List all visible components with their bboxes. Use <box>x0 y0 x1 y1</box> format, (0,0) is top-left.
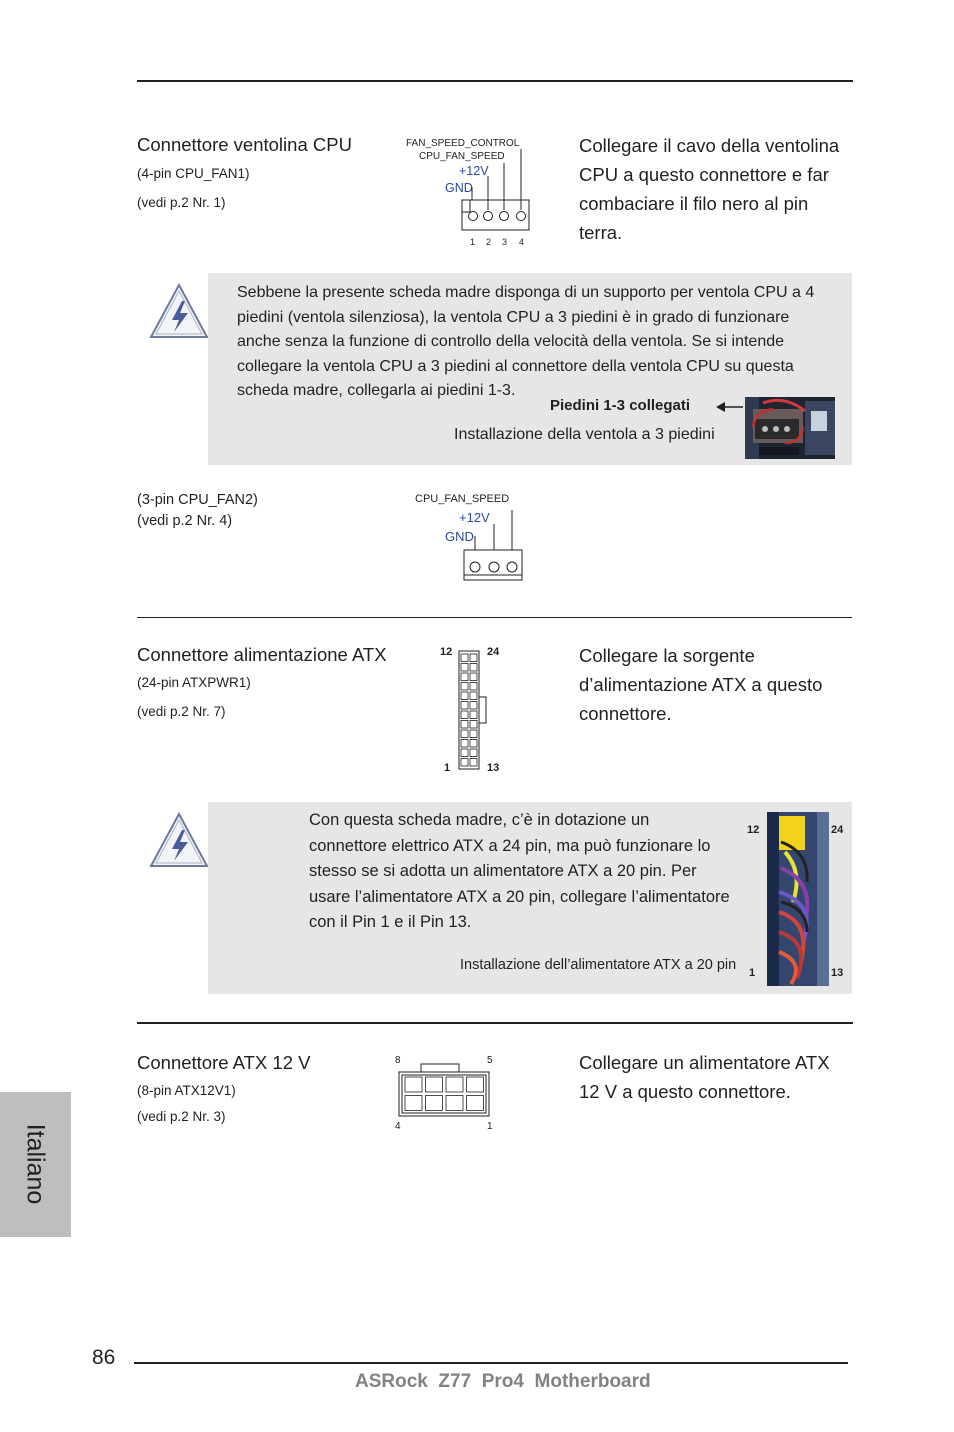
photo-label-12: 12 <box>747 824 760 836</box>
atx-pin-cell <box>461 654 468 662</box>
pin-1: 1 <box>470 237 476 247</box>
atx-pin-cell <box>461 692 468 700</box>
atx-pin-cell <box>461 673 468 681</box>
label-12v: +12V <box>459 510 490 525</box>
label-4: 4 <box>395 1121 401 1132</box>
cpu-fan2-ref: (vedi p.2 Nr. 4) <box>137 513 233 529</box>
photo-label-13: 13 <box>831 967 844 979</box>
atx-pin-cell <box>470 683 477 691</box>
atx12v-title: Connettore ATX 12 V <box>137 1052 311 1073</box>
photo-label-24: 24 <box>831 824 844 836</box>
atx-pin-cell <box>461 721 468 729</box>
atx-pin: (24-pin ATXPWR1) <box>137 675 251 690</box>
atx-pin-cell <box>461 749 468 757</box>
label-12v: +12V <box>459 164 489 178</box>
label-fan-speed-control: FAN_SPEED_CONTROL <box>406 138 520 149</box>
side-tab-label: Italiano <box>21 1123 50 1205</box>
cpu-fan-ref: (vedi p.2 Nr. 1) <box>137 195 226 210</box>
photo-label-1: 1 <box>749 967 756 979</box>
atx12v-description: Collegare un alimentatore ATX 12 V a questo connettore. <box>579 1052 830 1102</box>
footer-brand: ASRock Z77 Pro4 Motherboard <box>355 1371 651 1392</box>
atx-pin-cell <box>461 711 468 719</box>
atx-caption: Installazione dell’alimentatore ATX a 20 pin <box>460 957 737 973</box>
atx-pin-cell <box>470 759 477 767</box>
pins-connected-label: Piedini 1-3 collegati <box>550 397 691 414</box>
atx-pin-cell <box>470 673 477 681</box>
label-cpu-fan-speed: CPU_FAN_SPEED <box>419 151 505 162</box>
atx-pin-cell <box>461 759 468 767</box>
language-side-tab <box>0 1092 71 1237</box>
page-number: 86 <box>92 1346 116 1369</box>
atx-24pin-diagram <box>435 643 510 777</box>
pin-2: 2 <box>486 237 492 247</box>
label-gnd: GND <box>445 181 473 195</box>
arrow-left-icon <box>716 400 744 414</box>
note-atx-text: Con questa scheda madre, c’è in dotazione un connettore elettrico ATX a 24 pin, ma può funzionare lo stesso se si adotta un alimentatore ATX a 20 pin. Per usare l’alimentatore ATX a 20 pin, collegare l’alimentatore con il Pin 1 e il Pin 13. <box>309 811 730 931</box>
atx-pin-cell <box>470 749 477 757</box>
atx12v-pin-cell <box>405 1096 422 1111</box>
warning-icon <box>148 282 210 340</box>
atx-power-photo <box>745 812 850 988</box>
cpu-fan-description: Collegare il cavo della ventolina CPU a questo connettore e far combaciare il filo nero al pin terra. <box>579 135 840 243</box>
atx-pin-cell <box>470 654 477 662</box>
atx12v-pin: (8-pin ATX12V1) <box>137 1083 236 1098</box>
atx12v-pin-cell <box>446 1077 463 1092</box>
atx12v-pin-cell <box>405 1077 422 1092</box>
atx12v-pin-cells <box>405 1077 484 1111</box>
atx-pin-cell <box>470 740 477 748</box>
atx-pin-cell <box>470 692 477 700</box>
atx12v-pin-cell <box>467 1096 484 1111</box>
atx-pin-cell <box>461 740 468 748</box>
top-rule <box>137 80 853 82</box>
pin-4: 4 <box>519 237 525 247</box>
cpu-fan-3pin-diagram <box>410 488 530 594</box>
atx-pin-cell <box>461 683 468 691</box>
label-cpu-fan-speed: CPU_FAN_SPEED <box>415 493 510 505</box>
cpu-fan-caption: Installazione della ventola a 3 piedini <box>454 426 715 443</box>
cpu-fan-pin: (4-pin CPU_FAN1) <box>137 166 250 181</box>
atx-title: Connettore alimentazione ATX <box>137 644 387 665</box>
atx-pin-cell <box>470 711 477 719</box>
section-rule <box>137 617 852 618</box>
atx-description: Collegare la sorgente d’alimentazione ATX a questo connettore. <box>579 645 823 724</box>
label-24: 24 <box>487 646 500 658</box>
atx-pin-cell <box>470 721 477 729</box>
pin-3: 3 <box>502 237 508 247</box>
atx-ref: (vedi p.2 Nr. 7) <box>137 704 226 719</box>
note-cpu-fan-text: Sebbene la presente scheda madre disponga di un supporto per ventola CPU a 4 piedini (ventola silenziosa), la ventola CPU a 3 piedini è in grado di funzionare anche senza la funzione di controllo della velocità della ventola. Se si intende collegare la ventola CPU a 3 piedini al connettore della ventola CPU su questa scheda madre, collegarla ai piedini 1-3. <box>237 284 815 399</box>
label-1: 1 <box>487 1121 493 1132</box>
cpu-fan-4pin-diagram <box>400 134 535 249</box>
atx-pin-cells <box>461 654 477 766</box>
atx-pin-cell <box>461 664 468 672</box>
footer-rule <box>134 1362 848 1364</box>
atx-pin-cell <box>470 702 477 710</box>
atx12v-pin-cell <box>446 1096 463 1111</box>
cpu-fan-title: Connettore ventolina CPU <box>137 134 352 155</box>
section-rule-thick <box>137 1022 853 1024</box>
warning-icon <box>148 811 210 869</box>
atx-pin-cell <box>470 730 477 738</box>
label-12: 12 <box>440 646 453 658</box>
label-5: 5 <box>487 1055 493 1066</box>
atx-pin-cell <box>461 730 468 738</box>
cpu-fan2-pin: (3-pin CPU_FAN2) <box>137 492 258 508</box>
cpu-fan-photo <box>745 397 835 459</box>
atx12v-ref: (vedi p.2 Nr. 3) <box>137 1109 226 1124</box>
atx12v-pin-cell <box>467 1077 484 1092</box>
atx-pin-cell <box>461 702 468 710</box>
label-8: 8 <box>395 1055 401 1066</box>
atx12v-pin-cell <box>426 1077 443 1092</box>
label-1: 1 <box>444 762 451 774</box>
label-13: 13 <box>487 762 500 774</box>
atx12v-8pin-diagram <box>390 1052 500 1136</box>
label-gnd: GND <box>445 529 474 544</box>
atx12v-pin-cell <box>426 1096 443 1111</box>
atx-pin-cell <box>470 664 477 672</box>
